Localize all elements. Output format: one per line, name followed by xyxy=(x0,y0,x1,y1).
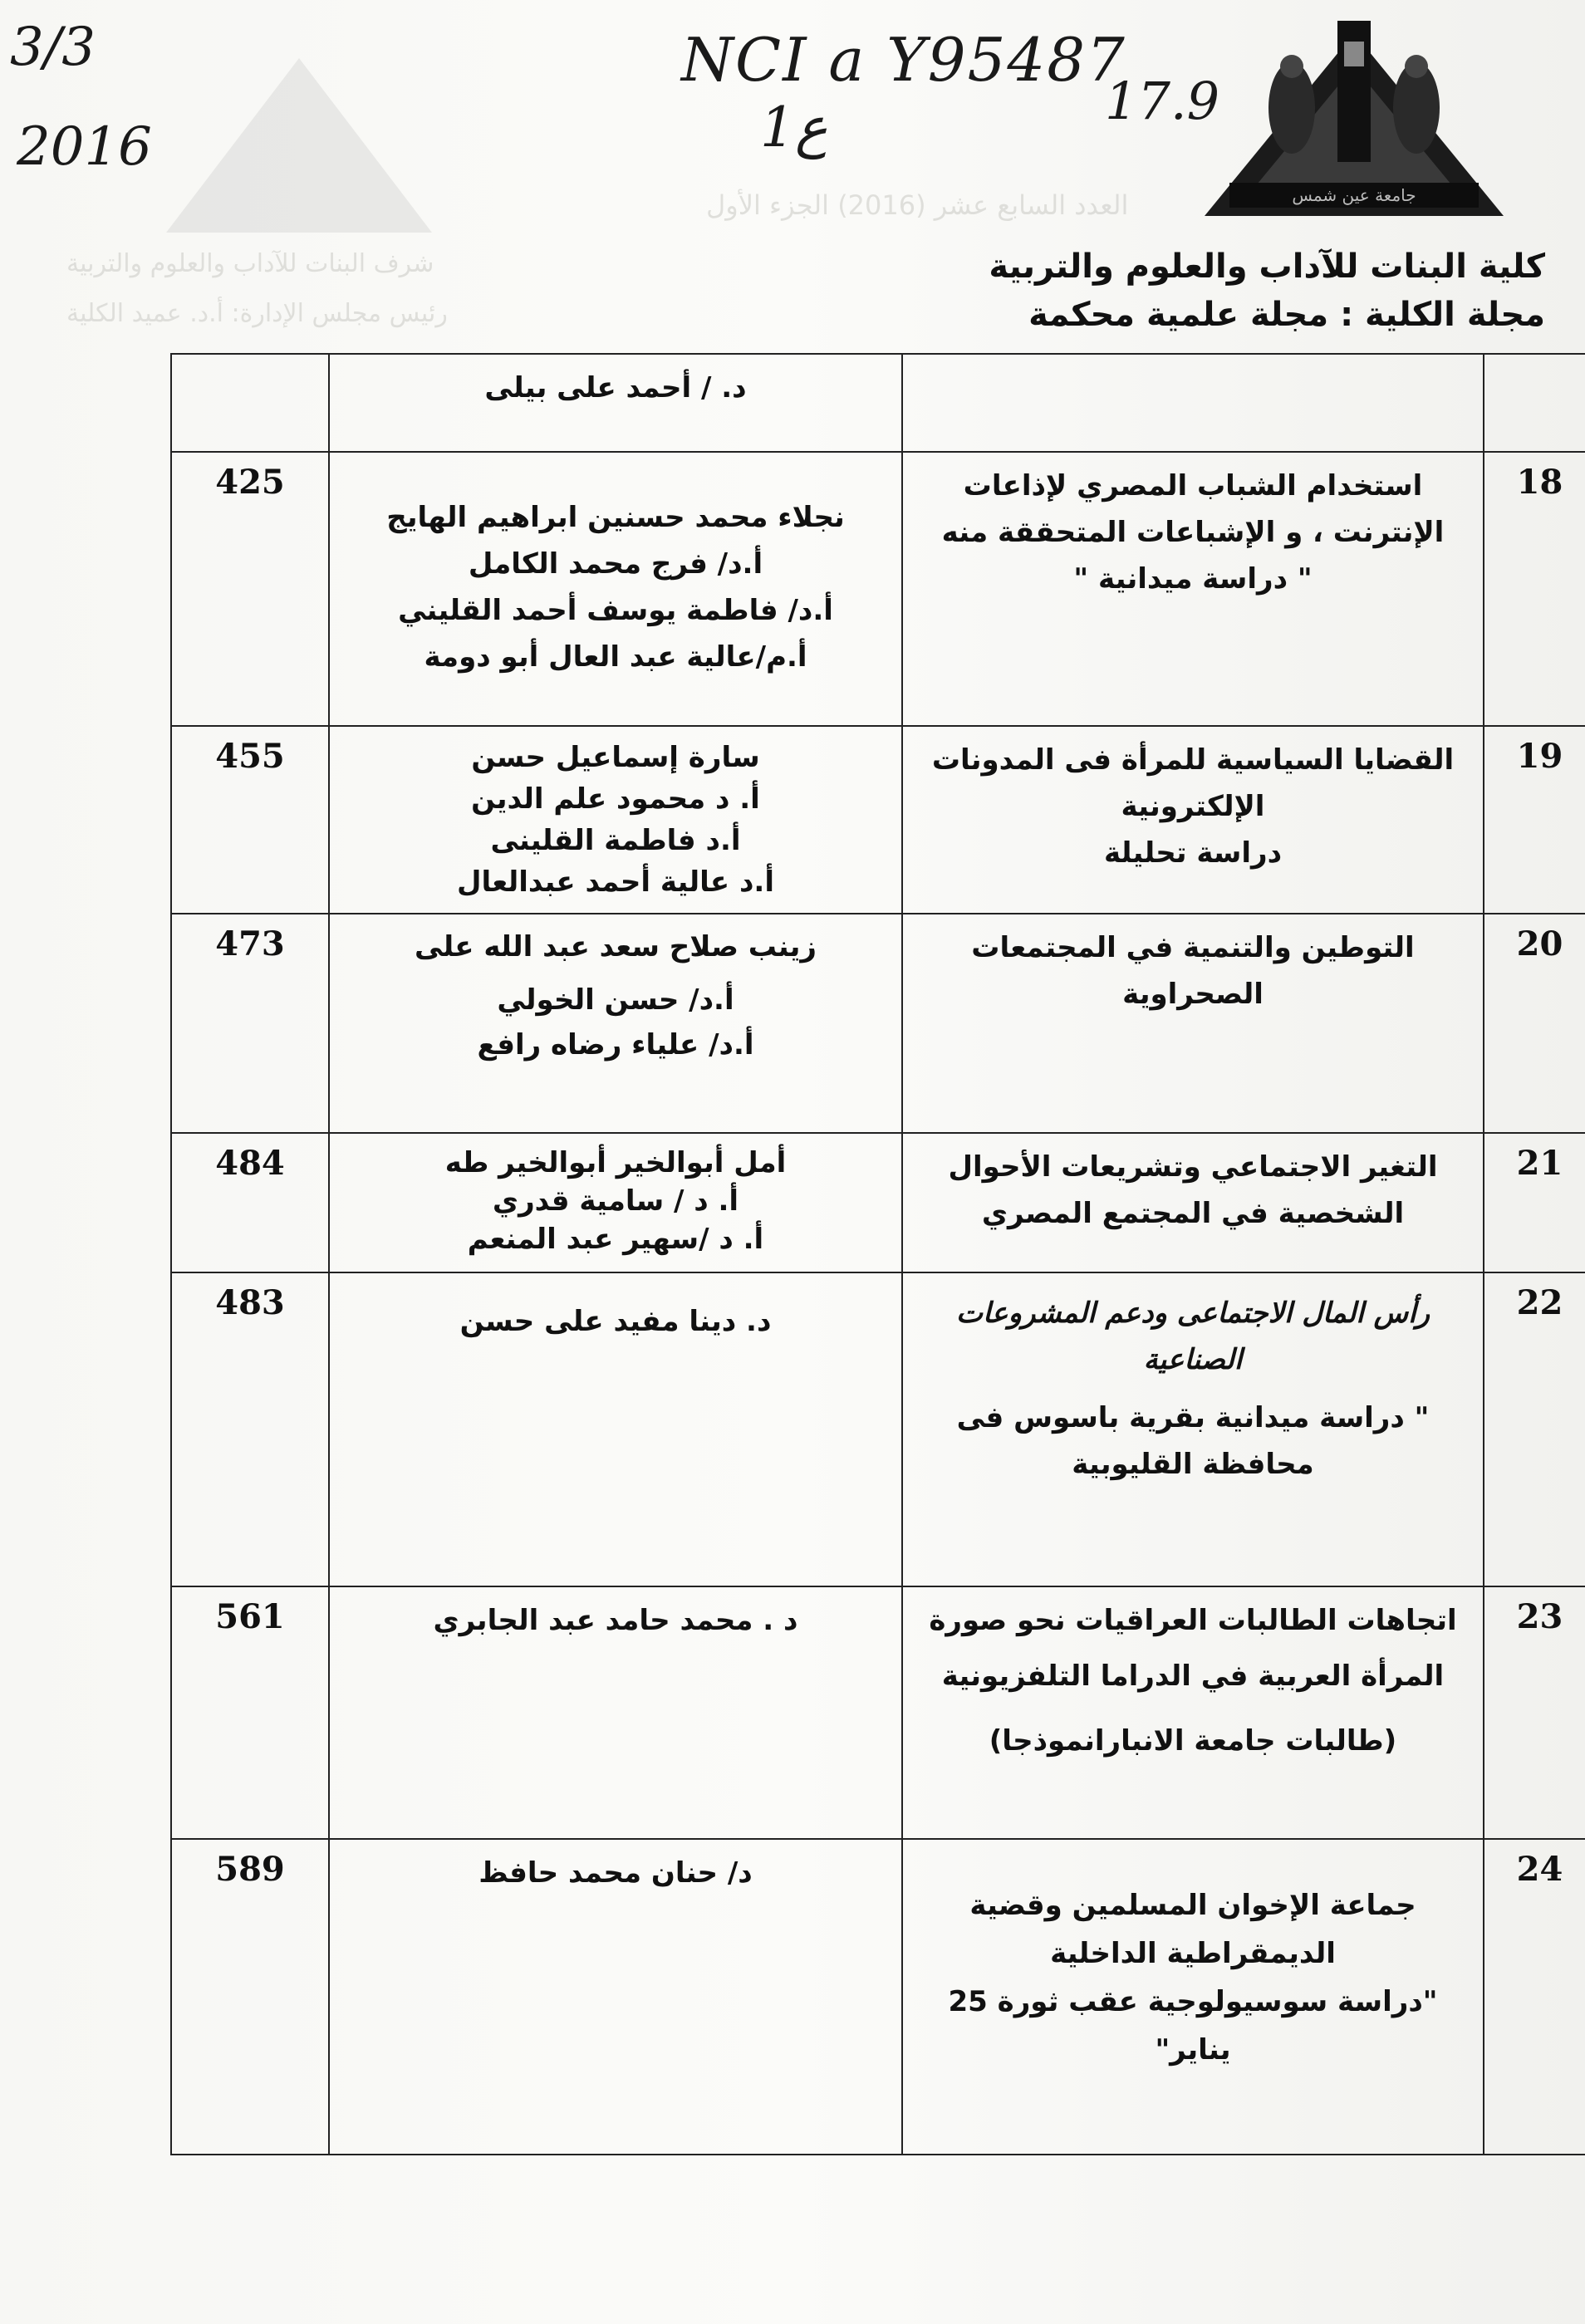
row-authors xyxy=(329,354,902,452)
row-title xyxy=(902,914,1484,1133)
row-authors xyxy=(329,1586,902,1839)
journal-name: مجلة الكلية : مجلة علمية محكمة xyxy=(1028,296,1545,334)
row-page: 589 xyxy=(171,1839,329,2155)
title-line-italic: الصناعية xyxy=(1143,1343,1243,1376)
ghost-editor-line: رئيس مجلس الإدارة: أ.د. عميد الكلية xyxy=(66,299,448,328)
handwritten-code: NCI a Y95487 xyxy=(681,25,1126,95)
author-line: أ.د/ حسن الخولي xyxy=(497,983,734,1017)
row-number: 22 xyxy=(1484,1272,1585,1586)
author-line: أمل أبوالخير أبوالخير طه xyxy=(444,1146,787,1179)
row-number: 23 xyxy=(1484,1586,1585,1839)
title-line: التوطين والتنمية في المجتمعات xyxy=(971,931,1415,964)
logo-caption: جامعة عين شمس xyxy=(1292,185,1416,205)
handwritten-year: 2016 xyxy=(17,116,152,178)
row-title xyxy=(902,1839,1484,2155)
title-line: الإلكترونية xyxy=(1121,790,1265,823)
author-line: أ. د محمود علم الدين xyxy=(471,782,760,816)
ghost-issue-line: العدد السابع عشر (2016) الجزء الأول xyxy=(706,189,1129,221)
row-page xyxy=(171,354,329,452)
row-page: 473 xyxy=(171,914,329,1133)
author-line: زينب صلاح سعد عبد الله على xyxy=(414,930,817,963)
title-line: جماعة الإخوان المسلمين وقضية xyxy=(969,1889,1416,1922)
row-number: 18 xyxy=(1484,452,1585,726)
row-authors xyxy=(329,914,902,1133)
title-line: اتجاهات الطالبات العراقيات نحو صورة xyxy=(929,1604,1457,1637)
bleed-through-logo xyxy=(158,50,440,241)
table-row xyxy=(171,1586,1585,1839)
author-line: أ.د/ علياء رضاه رافع xyxy=(477,1028,754,1061)
row-authors xyxy=(329,1133,902,1272)
title-line-italic: رأس المال الاجتماعى ودعم المشروعات xyxy=(955,1297,1430,1330)
row-title xyxy=(902,726,1484,914)
row-authors xyxy=(329,452,902,726)
author-line: د. / أحمد على بيلى xyxy=(484,371,747,404)
row-page: 561 xyxy=(171,1586,329,1839)
title-line: يناير" xyxy=(1155,2033,1231,2067)
title-line: الإنترنت ، و الإشباعات المتحققة منه xyxy=(941,516,1445,549)
row-title xyxy=(902,1586,1484,1839)
row-number xyxy=(1484,354,1585,452)
row-title xyxy=(902,354,1484,452)
title-line: " دراسة ميدانية بقرية باسوس فى xyxy=(956,1401,1430,1434)
contents-table xyxy=(170,353,1585,2155)
author-line: أ.د عالية أحمد عبدالعال xyxy=(456,865,774,899)
handwritten-number: 17.9 xyxy=(1105,71,1220,131)
table-row xyxy=(171,1133,1585,1272)
table-row xyxy=(171,1839,1585,2155)
handwritten-sub: 1ع xyxy=(760,96,828,159)
row-number: 21 xyxy=(1484,1133,1585,1272)
title-line: الصحراوية xyxy=(1122,978,1264,1011)
author-line: أ.م/عالية عبد العال أبو دومة xyxy=(424,640,807,674)
table-row xyxy=(171,1272,1585,1586)
row-number: 19 xyxy=(1484,726,1585,914)
row-number: 24 xyxy=(1484,1839,1585,2155)
author-line: د/ حنان محمد حافظ xyxy=(478,1856,753,1890)
table-row xyxy=(171,354,1585,452)
title-line: استخدام الشباب المصري لإذاعات xyxy=(963,469,1423,503)
title-line: الديمقراطية الداخلية xyxy=(1050,1937,1336,1970)
row-authors xyxy=(329,1272,902,1586)
author-line: د. دينا مفيد على حسن xyxy=(459,1305,772,1338)
ain-shams-university-logo xyxy=(1196,17,1512,233)
faculty-header xyxy=(989,243,1545,339)
row-title xyxy=(902,1272,1484,1586)
author-line: أ. د / سامية قدري xyxy=(492,1184,739,1218)
row-authors xyxy=(329,726,902,914)
ghost-dept-line: شرف البنات للآداب والعلوم والتربية xyxy=(66,249,434,278)
author-line: أ.د/ فرج محمد الكامل xyxy=(468,547,763,581)
table-row xyxy=(171,726,1585,914)
author-line: سارة إسماعيل حسن xyxy=(471,741,760,774)
faculty-name: كلية البنات للآداب والعلوم والتربية xyxy=(989,248,1545,286)
title-line: "دراسة سوسيولوجية عقب ثورة 25 xyxy=(948,1985,1438,2018)
title-line: محافظة القليوبية xyxy=(1072,1448,1314,1481)
title-line: الشخصية في المجتمع المصري xyxy=(981,1197,1405,1230)
row-page: 483 xyxy=(171,1272,329,1586)
row-page: 484 xyxy=(171,1133,329,1272)
title-line: " دراسة ميدانية " xyxy=(1073,562,1313,596)
author-line: أ.د فاطمة القلينى xyxy=(490,824,741,857)
author-line: نجلاء محمد حسنين ابراهيم الهايج xyxy=(386,501,845,534)
row-title xyxy=(902,452,1484,726)
row-page: 455 xyxy=(171,726,329,914)
author-line: د . محمد حامد عبد الجابري xyxy=(433,1604,798,1637)
table-row xyxy=(171,452,1585,726)
title-line: التغير الاجتماعي وتشريعات الأحوال xyxy=(948,1150,1438,1184)
title-line: (طالبات جامعة الانبارانموذجا) xyxy=(989,1724,1397,1758)
row-number: 20 xyxy=(1484,914,1585,1133)
handwritten-page-marker: 3/3 xyxy=(10,17,96,78)
row-page: 425 xyxy=(171,452,329,726)
row-authors xyxy=(329,1839,902,2155)
title-line: القضايا السياسية للمرأة فى المدونات xyxy=(931,743,1455,777)
author-line: أ.د/ فاطمة يوسف أحمد القليني xyxy=(398,594,833,627)
row-title xyxy=(902,1133,1484,1272)
title-line: دراسة تحليلة xyxy=(1103,836,1283,870)
author-line: أ. د /سهير عبد المنعم xyxy=(467,1223,764,1256)
table-row xyxy=(171,914,1585,1133)
title-line: المرأة العربية في الدراما التلفزيونية xyxy=(941,1660,1445,1693)
